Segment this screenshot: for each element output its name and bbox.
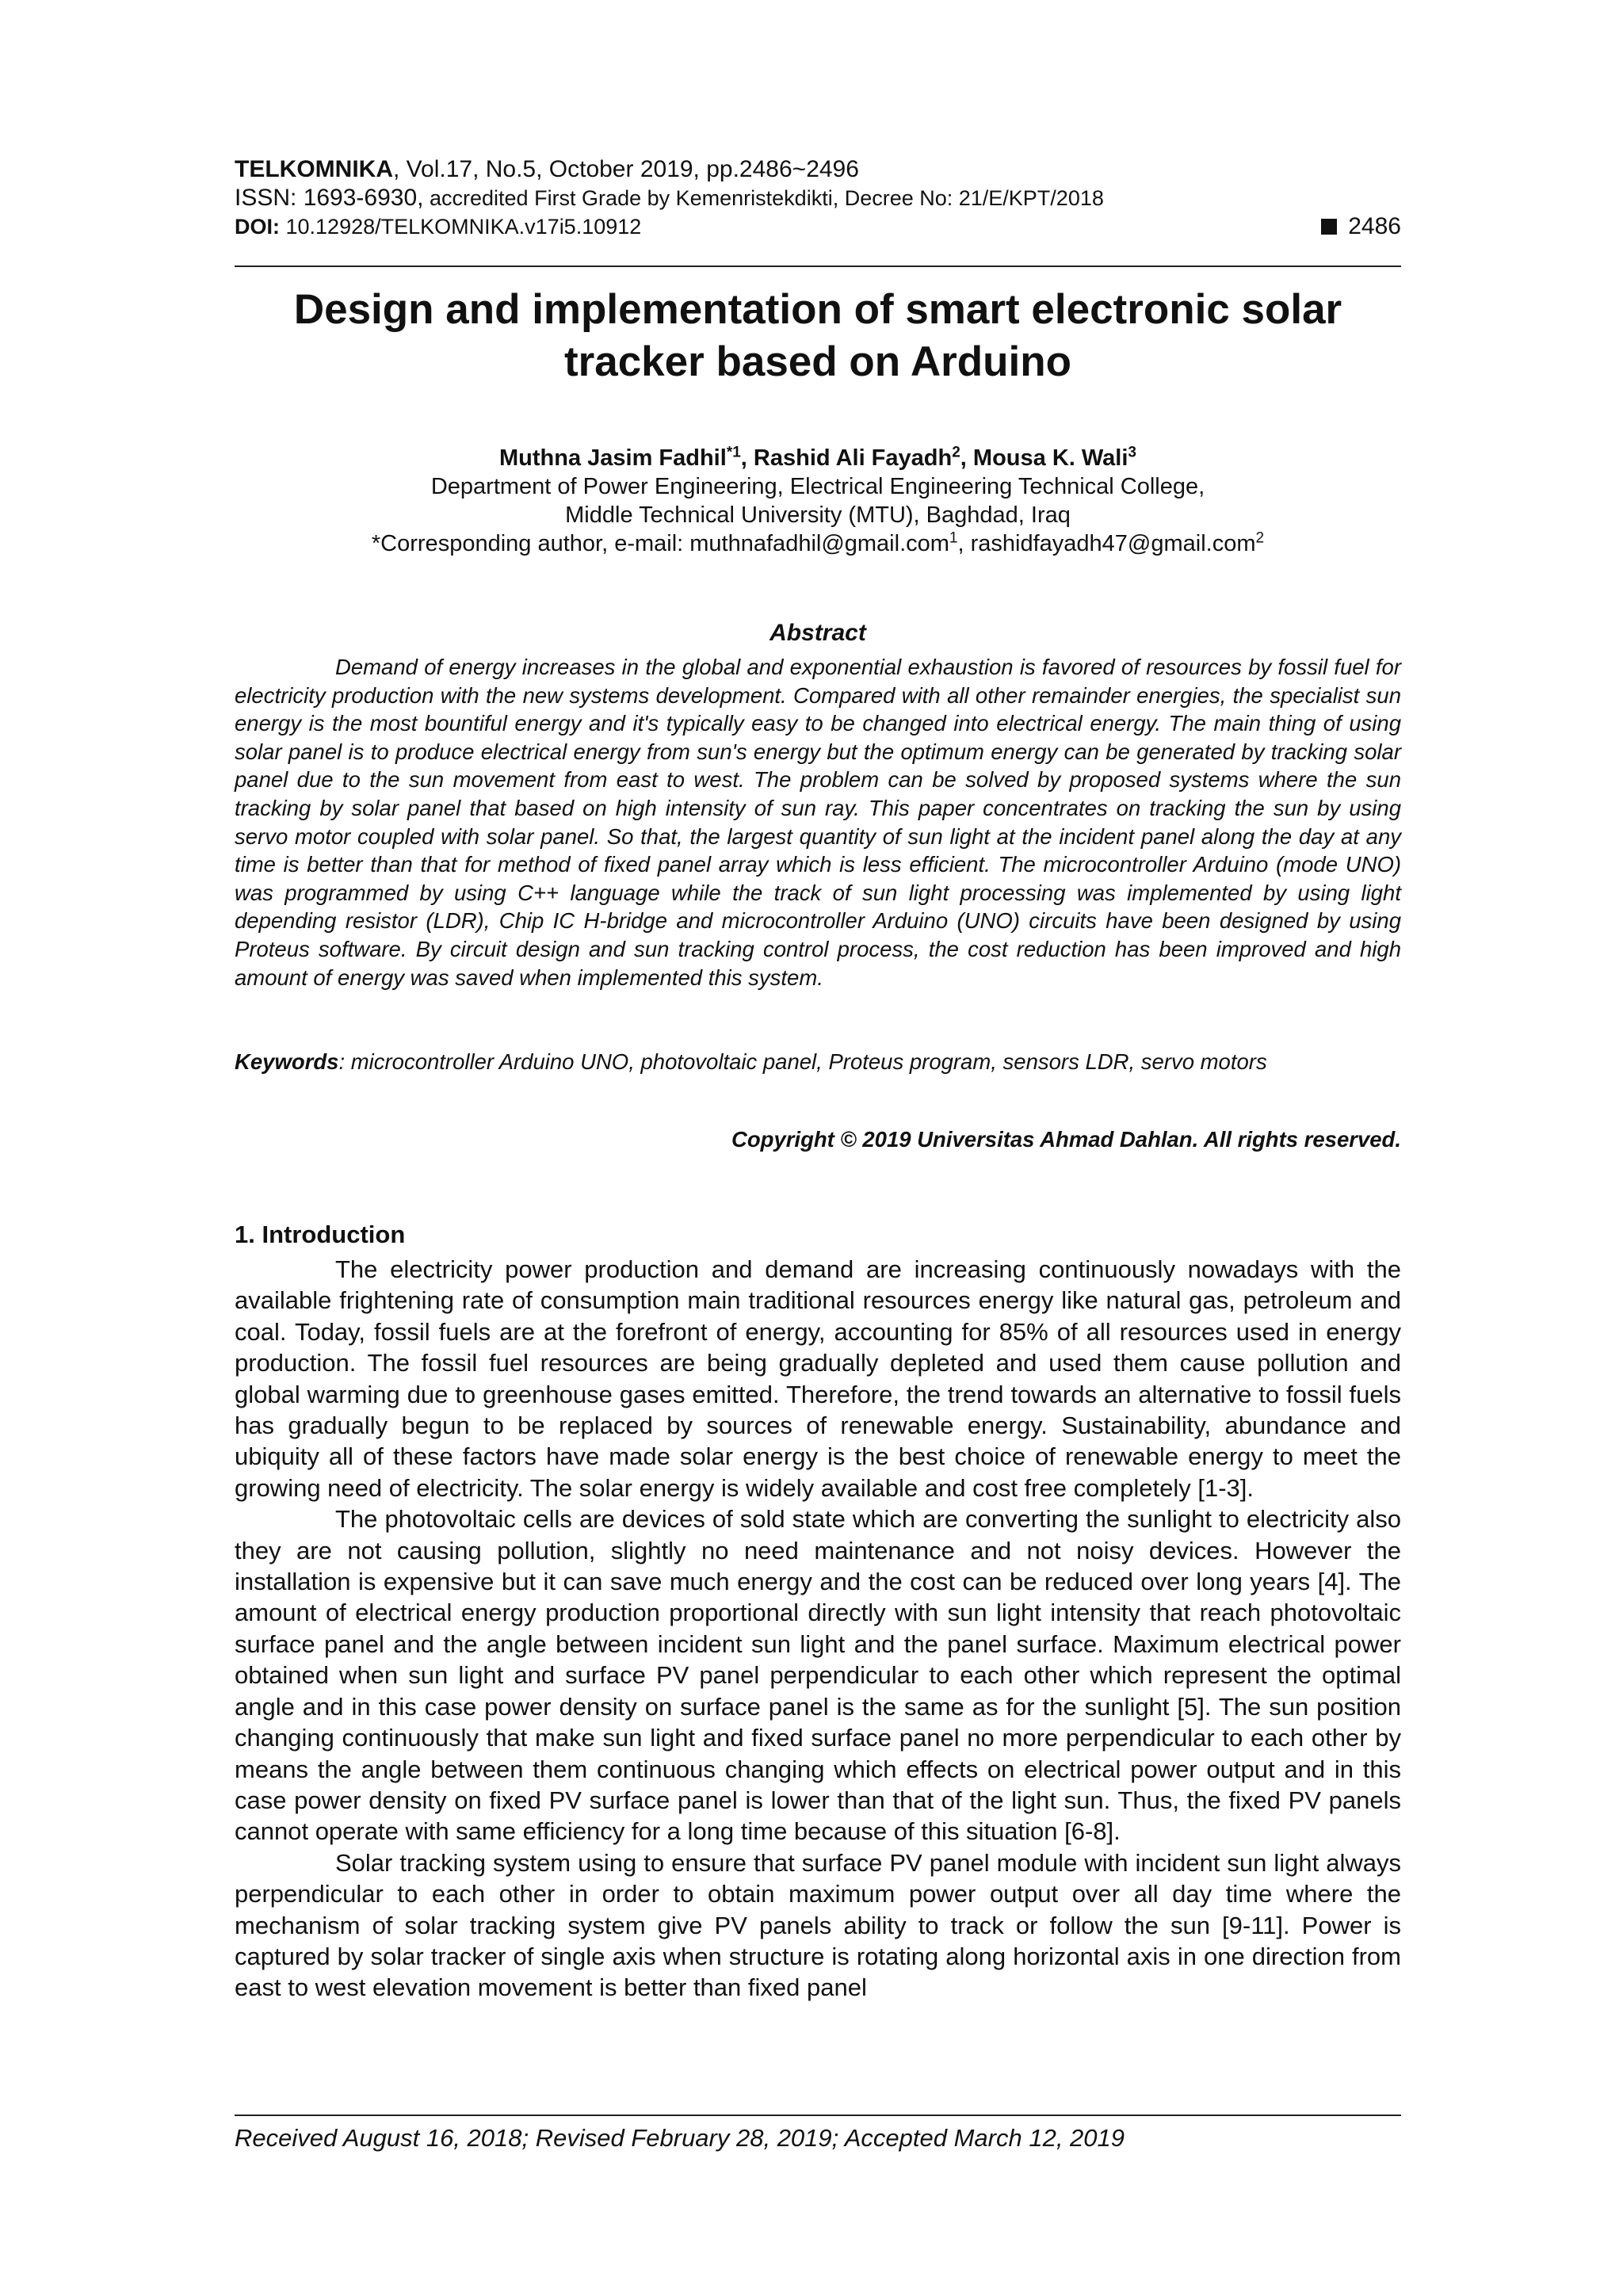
author-2: Rashid Ali Fayadh: [753, 445, 953, 471]
journal-line: [235, 155, 1401, 184]
doi-label: DOI:: [235, 215, 280, 239]
author-separator: ,: [740, 445, 754, 471]
doi-value: 10.12928/TELKOMNIKA.v17i5.10912: [280, 215, 642, 239]
title-line-1: Design and implementation of smart electronic solar: [293, 286, 1342, 333]
copyright-notice: Copyright © 2019 Universitas Ahmad Dahlan. All rights reserved.: [731, 1127, 1401, 1152]
section-heading-introduction: 1. Introduction: [235, 1221, 406, 1248]
author-1: Muthna Jasim Fadhil: [498, 445, 727, 471]
author-3-sup: 3: [1128, 444, 1136, 461]
journal-volume: , Vol.17, No.5, October 2019, pp.2486~2496: [392, 156, 859, 182]
intro-paragraph-2: The photovoltaic cells are devices of sold state which are converting the sunlight to electricity also they are not causing pollution, slightly no need maintenance and not noisy devices. However the installation is expensive but it can save much energy and the cost can be reduced over long years [4]. The amount of electrical energy production proportional directly with sun light intensity that reach photovoltaic surface panel and the angle between incident sun light and the panel surface. Maximum electrical power obtained when sun light and surface PV panel perpendicular to each other which represent the optimal angle and in this case power density on surface panel is the same as for the sunlight [5]. The sun position changing continuously that make sun light and fixed surface panel no more perpendicular to each other by means the angle between them continuous changing which effects on electrical power output and in this case power density on fixed PV surface panel is lower than that of the light sun. Thus, the fixed PV panels cannot operate with same efficiency for a long time because of this situation [6-8].: [235, 1505, 1401, 1846]
issn-line: [235, 184, 1401, 212]
author-separator: ,: [960, 445, 973, 471]
affiliation-line-2: Middle Technical University (MTU), Baghdad, Iraq: [565, 502, 1071, 528]
journal-header: [235, 155, 1401, 241]
keywords-label: Keywords: [235, 1049, 339, 1074]
doi-line: [235, 212, 641, 241]
keywords: [235, 1048, 1401, 1076]
author-block: [235, 444, 1401, 558]
email-1-sup: 1: [949, 529, 958, 547]
page-number-block: [1321, 212, 1401, 241]
footer-rule: [235, 2115, 1401, 2116]
author-1-sup: *1: [726, 444, 741, 461]
doi-row: [235, 212, 1401, 241]
accreditation: accredited First Grade by Kemenristekdikti, Decree No: 21/E/KPT/2018: [423, 186, 1104, 210]
abstract-heading: Abstract: [769, 620, 866, 646]
header-rule: [235, 266, 1401, 267]
paper-page: [235, 0, 1401, 2296]
keywords-text: : microcontroller Arduino UNO, photovoltaic panel, Proteus program, sensors LDR, servo motors: [338, 1049, 1267, 1074]
issn: ISSN: 1693-6930,: [235, 185, 424, 211]
corresponding-email-1: *Corresponding author, e-mail: muthnafadhil@gmail.com: [371, 531, 949, 556]
author-3: Mousa K. Wali: [972, 445, 1128, 471]
journal-name: TELKOMNIKA: [235, 156, 393, 182]
intro-paragraph-1: The electricity power production and demand are increasing continuously nowadays with the available frightening rate of consumption main traditional resources energy like natural gas, petroleum and coal. Today, fossil fuels are at the forefront of energy, accounting for 85% of all resources used in energy production. The fossil fuel resources are being gradually depleted and used them cause pollution and global warming due to greenhouse gases emitted. Therefore, the trend towards an alternative to fossil fuels has gradually begun to be replaced by sources of renewable energy. Sustainability, abundance and ubiquity all of these factors have made solar energy is the best choice of renewable energy to meet the growing need of electricity. The solar energy is widely available and cost free completely [1-3].: [235, 1255, 1401, 1502]
title-line-2: tracker based on Arduino: [563, 338, 1072, 385]
square-bullet-icon: [1321, 219, 1337, 235]
page-number: 2486: [1348, 213, 1401, 239]
abstract-text: Demand of energy increases in the global and exponential exhaustion is favored of resources by fossil fuel for electricity production with the new systems development. Compared with all other remainder energies, the specialist sun energy is the most bountiful energy and it's typically easy to be changed into electrical energy. The main thing of using solar panel is to produce electrical energy from sun's energy but the optimum energy can be generated by tracking solar panel due to the sun movement from east to west. The problem can be solved by proposed systems where the sun tracking by solar panel that based on high intensity of sun ray. This paper concentrates on tracking the sun by using servo motor coupled with solar panel. So that, the largest quantity of sun light at the incident panel along the day at any time is better than that for method of fixed panel array which is less efficient. The microcontroller Arduino (mode UNO) was programmed by using C++ language while the track of sun light processing was implemented by using light depending resistor (LDR), Chip IC H-bridge and microcontroller Arduino (UNO) circuits have been designed by using Proteus software. By circuit design and sun tracking control process, the cost reduction has been improved and high amount of energy was saved when implemented this system.: [235, 655, 1401, 990]
author-names: [235, 444, 1401, 472]
introduction-body: [235, 1254, 1401, 2004]
paper-title: [235, 284, 1401, 388]
affiliation-line-1: Department of Power Engineering, Electrical Engineering Technical College,: [430, 474, 1205, 499]
email-2-sup: 2: [1255, 529, 1265, 547]
corresponding-author: [235, 529, 1401, 558]
author-2-sup: 2: [952, 444, 960, 461]
intro-paragraph-3: Solar tracking system using to ensure that surface PV panel module with incident sun light always perpendicular to each other in order to obtain maximum power output over all day time where the mechanism of solar tracking system give PV panels ability to track or follow the sun [9-11]. Power is captured by solar tracker of single axis when structure is rotating along horizontal axis in one direction from east to west elevation movement is better than fixed panel: [235, 1848, 1401, 2002]
corresponding-email-2: , rashidfayadh47@gmail.com: [957, 531, 1256, 556]
received-dates: Received August 16, 2018; Revised February 28, 2019; Accepted March 12, 2019: [235, 2124, 1125, 2152]
